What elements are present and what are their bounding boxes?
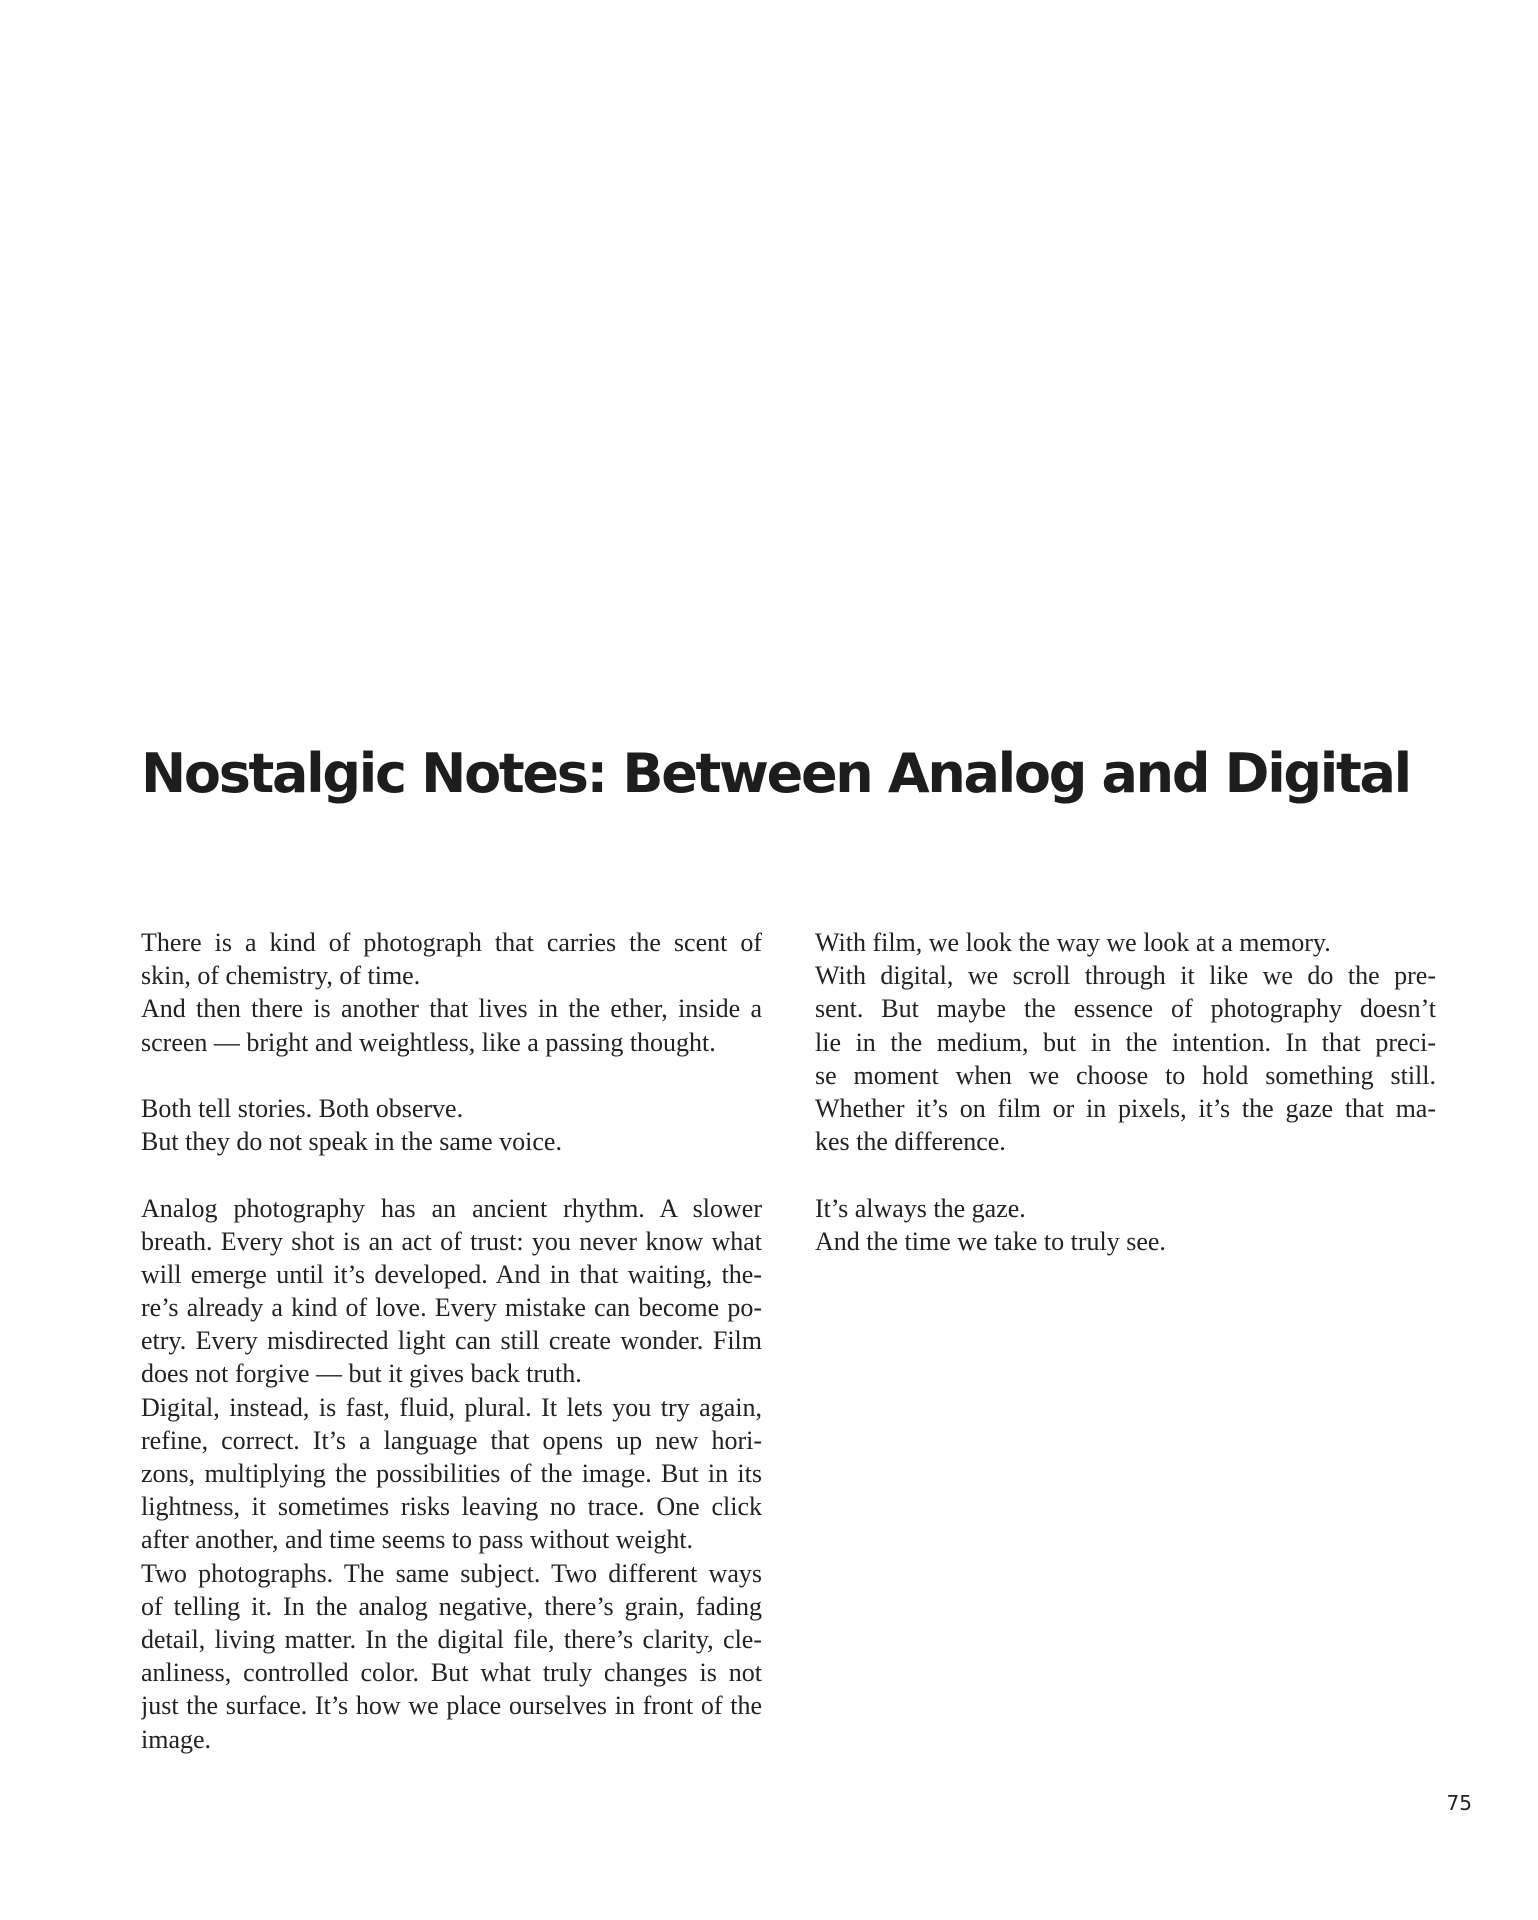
text-line: sent. But maybe the essence of photography doesn’t [815, 994, 1436, 1024]
text-line: screen — bright and weightless, like a passing thought. [141, 1027, 716, 1057]
text-line: etry. Every misdirected light can still create wonder. Film [141, 1326, 762, 1356]
text-line: zons, multiplying the possibilities of the image. But in its [141, 1459, 762, 1488]
text-line: It’s always the gaze. [815, 1193, 1026, 1223]
text-line: lightness, it sometimes risks leaving no trace. One click [141, 1492, 762, 1522]
paragraph-1 [141, 926, 762, 1059]
paragraph-gap [815, 1158, 1436, 1191]
text-line: just the surface. It’s how we place ourselves in front of the [141, 1691, 762, 1721]
text-line: image. [141, 1724, 212, 1754]
paragraph-2 [141, 1092, 762, 1158]
text-line: With film, we look the way we look at a memory. [815, 928, 1331, 957]
text-line: And then there is another that lives in the ether, inside a [141, 994, 762, 1024]
paragraph-2 [815, 1192, 1436, 1258]
text-line: se moment when we choose to hold something still. [815, 1060, 1436, 1090]
paragraph-3 [141, 1192, 762, 1756]
text-line: Digital, instead, is fast, fluid, plural. It lets you try again, [141, 1392, 762, 1422]
text-line: refine, correct. It’s a language that opens up new hori- [141, 1425, 762, 1455]
text-line: Whether it’s on film or in pixels, it’s the gaze that ma- [815, 1093, 1436, 1123]
text-line: skin, of chemistry, of time. [141, 961, 421, 991]
text-line: does not forgive — but it gives back truth. [141, 1359, 582, 1389]
paragraph-1 [815, 926, 1436, 1158]
left-column [141, 926, 762, 1756]
text-line: will emerge until it’s developed. And in that waiting, the- [141, 1259, 762, 1289]
paragraph-gap [141, 1059, 762, 1092]
text-line: Analog photography has an ancient rhythm. A slower [141, 1193, 762, 1223]
text-line: But they do not speak in the same voice. [141, 1127, 562, 1157]
page-number: 75 [1446, 1791, 1472, 1815]
text-line: With digital, we scroll through it like we do the pre- [815, 961, 1436, 991]
page-title: Nostalgic Notes: Between Analog and Digital [141, 742, 1410, 805]
text-line: breath. Every shot is an act of trust: you never know what [141, 1226, 762, 1256]
text-line: of telling it. In the analog negative, there’s grain, fading [141, 1591, 762, 1621]
right-column [815, 926, 1436, 1258]
paragraph-gap [141, 1158, 762, 1191]
text-line: detail, living matter. In the digital file, there’s clarity, cle- [141, 1624, 762, 1654]
text-line: after another, and time seems to pass without weight. [141, 1525, 694, 1555]
text-line: kes the difference. [815, 1127, 1006, 1157]
text-line: re’s already a kind of love. Every mistake can become po- [141, 1293, 762, 1323]
text-line: And the time we take to truly see. [815, 1226, 1166, 1256]
text-line: anliness, controlled color. But what truly changes is not [141, 1658, 762, 1688]
text-line: Both tell stories. Both observe. [141, 1093, 464, 1123]
text-line: Two photographs. The same subject. Two different ways [141, 1558, 762, 1588]
text-line: lie in the medium, but in the intention. In that preci- [815, 1027, 1436, 1057]
text-line: There is a kind of photograph that carries the scent of [141, 928, 762, 957]
